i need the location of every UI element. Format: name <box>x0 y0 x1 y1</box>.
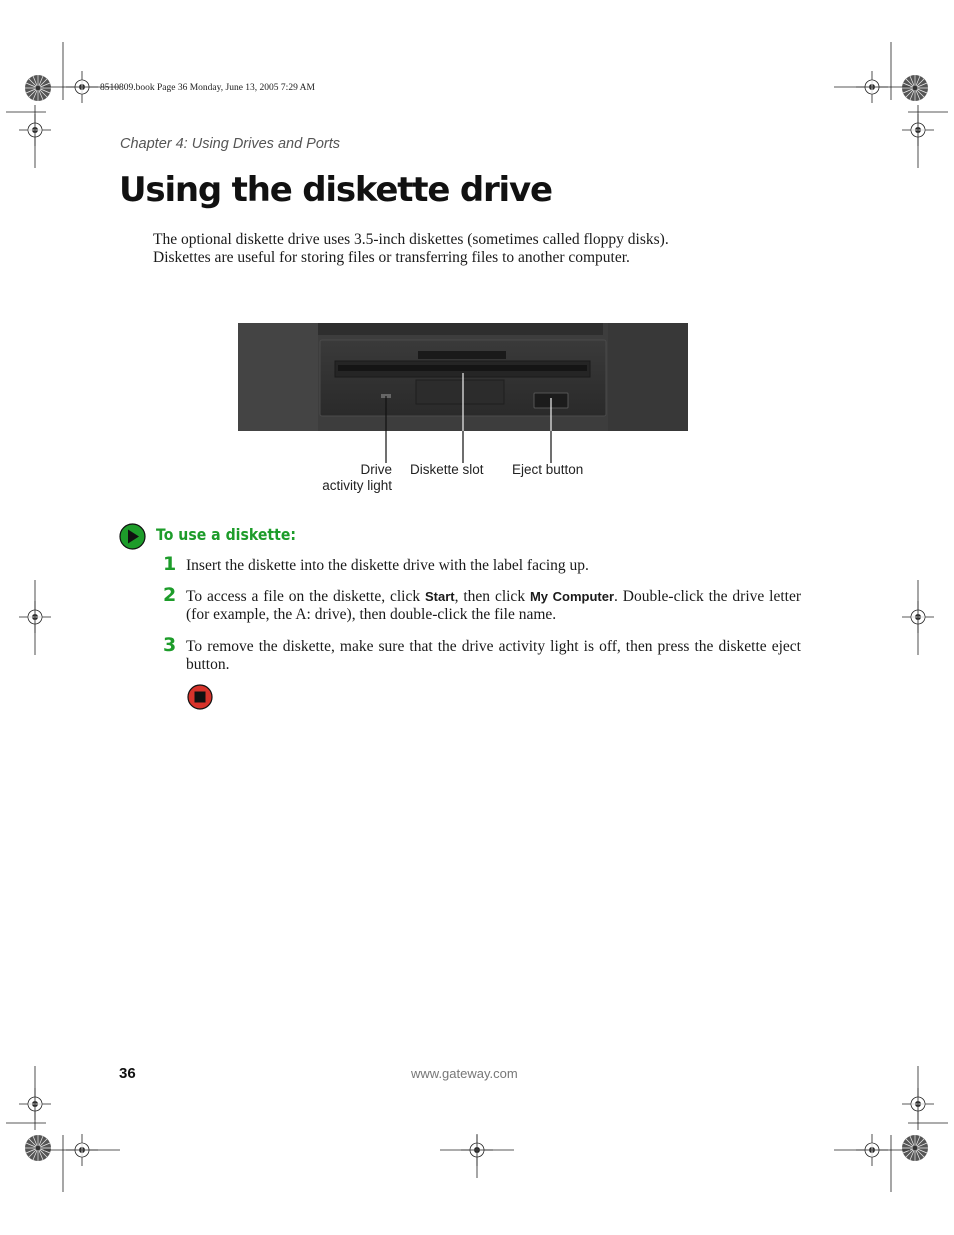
footer-url: www.gateway.com <box>411 1066 518 1081</box>
ui-label-my-computer: My Computer <box>529 589 615 604</box>
step-text-part: , then click <box>454 588 530 605</box>
page-number: 36 <box>119 1065 136 1082</box>
step-text-part: To access a file on the diskette, click <box>186 588 425 605</box>
registration-star-mark <box>902 75 928 101</box>
procedure-title: To use a diskette: <box>156 525 297 544</box>
play-icon <box>119 523 146 550</box>
chapter-header: Chapter 4: Using Drives and Ports <box>120 136 341 152</box>
registration-star-mark <box>25 1135 51 1161</box>
step-text-part: . Double-click the drive letter (for example, the A: drive), then double-click the file name. <box>186 588 801 623</box>
printer-slug-line: 8510809.book Page 36 Monday, June 13, 2005 7:29 AM <box>100 83 315 93</box>
callout-diskette-slot: Diskette slot <box>410 462 484 477</box>
step-number: 3 <box>163 634 177 656</box>
registration-star-mark <box>25 75 51 101</box>
callout-drive-activity-light <box>322 462 392 494</box>
stop-icon <box>187 684 213 710</box>
callout-label: Drive <box>360 462 392 477</box>
step-text <box>186 588 801 624</box>
step-text: To remove the diskette, make sure that the drive activity light is off, then press the diskette eject button. <box>186 638 801 673</box>
intro-line: Diskettes are useful for storing files or transferring files to another computer. <box>153 249 630 266</box>
intro-line: The optional diskette drive uses 3.5-inch diskettes (sometimes called floppy disks). <box>153 231 669 248</box>
step-number: 2 <box>163 584 177 606</box>
callout-eject-button: Eject button <box>512 462 584 477</box>
step-number: 1 <box>163 553 177 575</box>
registration-star-mark <box>902 1135 928 1161</box>
step-text: Insert the diskette into the diskette drive with the label facing up. <box>186 557 589 574</box>
callout-lines <box>238 323 688 468</box>
intro-paragraph <box>153 231 803 267</box>
page-title: Using the diskette drive <box>119 170 552 210</box>
callout-label: activity light <box>322 478 392 493</box>
ui-label-start: Start <box>424 589 455 604</box>
